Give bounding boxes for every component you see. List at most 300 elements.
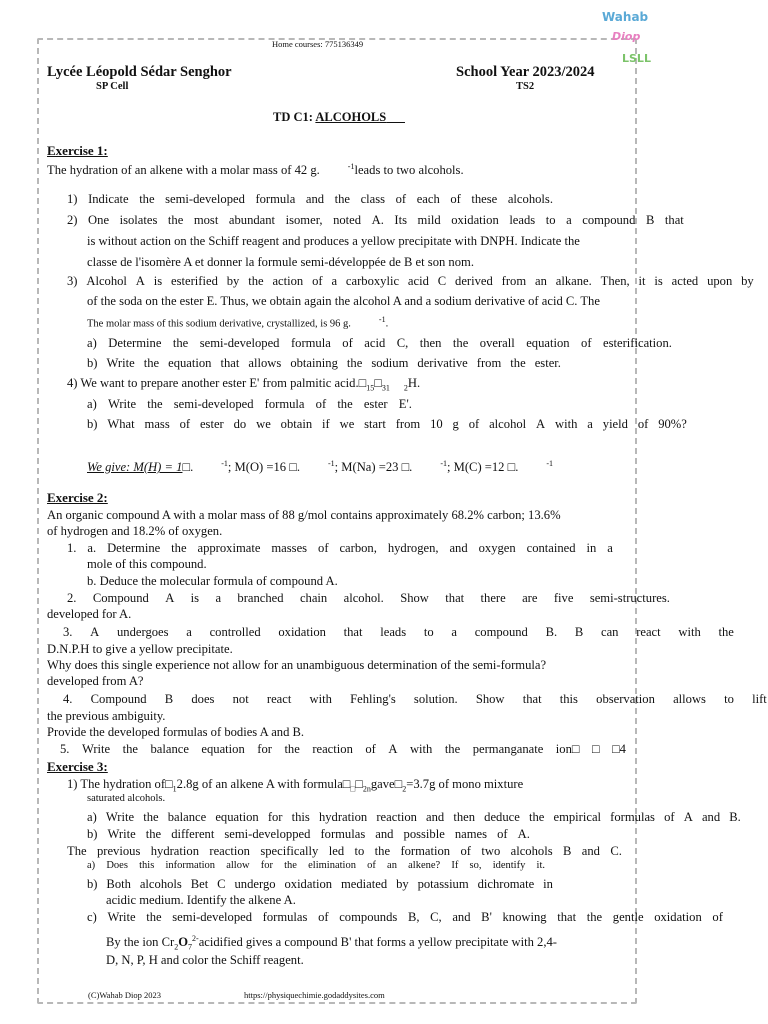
- ex2-line1: An organic compound A with a molar mass of 88 g/mol contains approximately 68.2% carbon; 13.6%: [47, 508, 561, 522]
- word: A: [90, 625, 100, 639]
- ex1-intro: The hydration of an alkene with a molar mass of 42 g. $^{-1}$leads to two alcohols.: [47, 162, 464, 178]
- word: this: [559, 692, 578, 706]
- word: formulas: [610, 810, 655, 824]
- word: hydrogen,: [387, 541, 439, 555]
- word: previous: [96, 844, 141, 858]
- word: alcohols.: [507, 192, 553, 206]
- ex3-q1-line2: saturated alcohols.: [87, 793, 166, 804]
- word: 3.: [63, 625, 73, 639]
- word: from: [476, 356, 502, 370]
- word: possible: [403, 827, 445, 841]
- word: react: [266, 692, 292, 706]
- ex2-q4-line3: Provide the developed formulas of bodies A and B.: [47, 725, 305, 739]
- word: the: [139, 192, 155, 206]
- word: with: [409, 742, 433, 756]
- title-main: ALCOHOLS: [315, 110, 387, 124]
- ex3-pb: [87, 876, 553, 892]
- word: hydration: [318, 810, 368, 824]
- word: of: [312, 274, 323, 288]
- word: a): [87, 860, 96, 871]
- word: not: [232, 692, 249, 706]
- word: different: [171, 827, 215, 841]
- word: Both: [106, 877, 131, 891]
- word: a): [87, 810, 97, 824]
- ex1-q2-line3: classe de l'isomère A et donner la formule semi-développée de B et son nom.: [87, 255, 474, 269]
- word: alkene?: [408, 860, 441, 871]
- word: a): [87, 336, 97, 350]
- word: equation: [215, 810, 259, 824]
- word: c): [87, 910, 97, 924]
- word: in: [586, 541, 597, 555]
- ex1-q3-line1: [67, 273, 754, 289]
- ex1-q2-line1: [67, 212, 684, 228]
- word: that: [220, 356, 240, 370]
- word: then: [419, 336, 442, 350]
- logo-line-3: LSLL: [622, 52, 651, 65]
- word: these: [471, 192, 498, 206]
- word: B': [481, 910, 492, 924]
- word: reaction: [209, 844, 250, 858]
- word: solution.: [413, 692, 458, 706]
- word: do: [233, 417, 247, 431]
- exercise-3-title: Exercise 3:: [47, 759, 108, 774]
- word: acted: [671, 274, 699, 288]
- word: 3): [67, 274, 78, 288]
- ex2-line2: of hydrogen and 18.2% of oxygen.: [47, 524, 223, 538]
- word: hydration: [150, 844, 199, 858]
- title-prefix: TD C1:: [273, 110, 313, 124]
- word: Indicate: [88, 192, 129, 206]
- word: the: [284, 742, 300, 756]
- word: we: [339, 417, 355, 431]
- word: A: [388, 742, 398, 756]
- word: the: [444, 742, 461, 756]
- word: observation: [596, 692, 655, 706]
- word: of: [664, 810, 675, 824]
- word: the: [145, 827, 162, 841]
- word: upon: [707, 274, 733, 288]
- ex1-given: We give: M(H) = 1□. $^{-1}$; M(O) =16 □. $^{-1}$; M(Na) =23 □. $^{-1}$; M(C) =12 □. $^{-1}$: [87, 459, 554, 475]
- word: the: [510, 356, 526, 370]
- word: A: [683, 810, 693, 824]
- word: the: [167, 213, 184, 227]
- word: identify: [492, 860, 526, 871]
- ex2-q3-line3: Why does this single experience not allow for an unambiguous determination of the semi-formula?: [47, 658, 547, 672]
- word: A.: [517, 827, 530, 841]
- word: to: [724, 692, 734, 706]
- word: overall: [479, 336, 515, 350]
- word: C: [217, 877, 226, 891]
- ex2-q2-line2: developed for A.: [47, 607, 132, 621]
- word: a: [587, 417, 593, 431]
- word: yield: [602, 417, 628, 431]
- word: an: [387, 860, 397, 871]
- word: and: [452, 910, 471, 924]
- word: formulas: [320, 827, 366, 841]
- word: 5.: [60, 742, 70, 756]
- word: with: [555, 417, 578, 431]
- word: Then,: [600, 274, 630, 288]
- word: Does: [106, 860, 128, 871]
- word: we: [256, 417, 271, 431]
- word: chain: [299, 591, 328, 605]
- exercise-1-title: Exercise 1:: [47, 143, 108, 158]
- word: permanganate: [472, 742, 544, 756]
- word: 1.: [67, 541, 77, 555]
- word: two: [481, 844, 501, 858]
- word: a: [566, 213, 572, 227]
- word: of: [179, 417, 191, 431]
- word: controlled: [209, 625, 261, 639]
- word: to: [423, 625, 434, 639]
- word: so,: [469, 860, 482, 871]
- ex1-q1: [67, 191, 553, 207]
- exercise-2-title: Exercise 2:: [47, 490, 108, 505]
- word: and: [581, 844, 600, 858]
- word: semi-developed: [173, 397, 254, 411]
- ex3-q1: 1) The hydration $of□_12.8g$ of an alkene A with $formula□_□□_{2n}gave□_2=3.7g$ of mono mixture: [67, 777, 524, 794]
- footer-url[interactable]: https://physiquechimie.godaddysites.com: [244, 990, 385, 1000]
- word: from: [501, 274, 527, 288]
- word: a: [331, 274, 338, 288]
- word: the: [374, 844, 391, 858]
- word: that: [557, 910, 577, 924]
- word: balance: [150, 742, 189, 756]
- word: empirical: [553, 810, 602, 824]
- word: the: [346, 356, 363, 370]
- word: of: [318, 910, 329, 924]
- word: knowing: [502, 910, 547, 924]
- word: for: [267, 810, 283, 824]
- word: of: [712, 910, 723, 924]
- word: obtaining: [290, 356, 338, 370]
- word: of: [497, 827, 508, 841]
- ex3-q1b: [87, 826, 530, 842]
- word: a.: [87, 541, 97, 555]
- word: obtain: [280, 417, 313, 431]
- school-year: School Year 2023/2024: [456, 64, 595, 80]
- word: compounds: [339, 910, 398, 924]
- word: g: [452, 417, 459, 431]
- word: leads: [380, 625, 407, 639]
- word: potassium: [417, 877, 469, 891]
- word: 10: [430, 417, 443, 431]
- word: semi-structures.: [589, 591, 670, 605]
- word: Write: [81, 742, 111, 756]
- word: with: [309, 692, 332, 706]
- word: gentle: [612, 910, 644, 924]
- word: Compound: [90, 692, 147, 706]
- word: each: [416, 192, 440, 206]
- word: A: [135, 274, 145, 288]
- word: alcohol: [489, 417, 527, 431]
- word: formation: [400, 844, 451, 858]
- word: semi-developed: [165, 192, 245, 206]
- word: b): [87, 417, 98, 431]
- author-logo: [596, 8, 668, 70]
- ex1-q3-line2: of the soda on the ester E. Thus, we obtain again the alcohol A and a sodium derivative of acid C. The: [87, 294, 600, 308]
- word: 1): [67, 192, 78, 206]
- ex1-q4b: [87, 416, 687, 432]
- word: specifically: [260, 844, 319, 858]
- ex3-q1a: [87, 809, 741, 825]
- word: a): [87, 397, 97, 411]
- word: the: [248, 274, 264, 288]
- word: by: [226, 274, 240, 288]
- word: of: [318, 541, 329, 555]
- word: ion□: [555, 742, 580, 756]
- word: C.: [610, 844, 622, 858]
- word: A: [165, 591, 175, 605]
- word: undergoes: [117, 625, 169, 639]
- word: can: [600, 625, 619, 639]
- word: allows: [248, 356, 282, 370]
- word: and: [305, 192, 325, 206]
- word: and: [375, 827, 394, 841]
- word: allows: [673, 692, 706, 706]
- word: B.: [545, 625, 558, 639]
- word: formulas: [262, 910, 308, 924]
- word: five: [553, 591, 574, 605]
- word: 2): [67, 213, 78, 227]
- word: B.: [729, 810, 741, 824]
- word: 4.: [63, 692, 73, 706]
- word: B: [645, 213, 655, 227]
- word: for: [257, 742, 272, 756]
- word: is: [190, 591, 200, 605]
- word: of: [581, 336, 592, 350]
- word: Show: [475, 692, 505, 706]
- word: ester.: [534, 356, 561, 370]
- word: carboxylic: [345, 274, 400, 288]
- word: of: [460, 844, 471, 858]
- word: alcohols: [139, 877, 182, 891]
- footer-copyright: (C)Wahab Diop 2023: [88, 990, 161, 1000]
- word: does: [191, 692, 215, 706]
- word: reaction: [376, 810, 417, 824]
- ex1-q3a: [87, 335, 672, 351]
- word: the: [146, 910, 162, 924]
- word: equation: [201, 742, 245, 756]
- word: of: [365, 742, 376, 756]
- ex2-q4-line2: the previous ambiguity.: [47, 709, 166, 723]
- word: leads: [509, 213, 536, 227]
- ex3-pc-line2: By the ion $Cr_2O_7^{2-}acidified$ gives a compound B' that forms a yellow precipitate with 2,4-: [106, 934, 557, 952]
- word: Determine: [107, 541, 161, 555]
- word: react: [636, 625, 661, 639]
- word: of: [637, 417, 649, 431]
- word: Write: [105, 810, 135, 824]
- ex2-q1b: b. Deduce the molecular formula of compound A.: [87, 574, 338, 588]
- school-name: Lycée Léopold Sédar Senghor: [47, 64, 232, 80]
- word: Bet: [190, 877, 209, 891]
- word: action: [272, 274, 304, 288]
- word: class: [360, 192, 386, 206]
- ex2-q5: [60, 741, 626, 757]
- word: and: [701, 810, 721, 824]
- ex2-q3-line4: developed from A?: [47, 674, 144, 688]
- word: and: [449, 541, 468, 555]
- word: most: [193, 213, 219, 227]
- word: elimination: [308, 860, 356, 871]
- word: compound: [582, 213, 636, 227]
- word: equation: [526, 336, 570, 350]
- word: alcohol.: [343, 591, 384, 605]
- word: semi-developed: [199, 336, 280, 350]
- word: B: [164, 692, 174, 706]
- word: the: [452, 336, 469, 350]
- word: Write: [107, 397, 137, 411]
- word: masses: [271, 541, 308, 555]
- ex2-q4: [63, 691, 767, 707]
- word: with: [678, 625, 701, 639]
- word: if: [322, 417, 330, 431]
- ex3-pb-line2: acidic medium. Identify the alkene A.: [106, 893, 296, 907]
- word: Show: [400, 591, 429, 605]
- word: this: [291, 810, 310, 824]
- word: lift: [752, 692, 767, 706]
- word: is: [654, 274, 663, 288]
- word: are: [522, 591, 538, 605]
- word: If: [451, 860, 459, 871]
- word: Its: [394, 213, 407, 227]
- word: this: [139, 860, 155, 871]
- word: is: [153, 274, 163, 288]
- word: the: [147, 397, 163, 411]
- ex3-pa: [87, 860, 545, 871]
- word: carbon,: [339, 541, 377, 555]
- word: alcohols: [510, 844, 553, 858]
- ex3-paragraph: [67, 843, 622, 859]
- word: the: [334, 192, 351, 206]
- word: ester: [363, 397, 388, 411]
- word: a: [451, 625, 457, 639]
- word: a: [607, 541, 613, 555]
- word: an: [535, 274, 547, 288]
- word: acid: [407, 274, 429, 288]
- word: oxidation: [451, 213, 499, 227]
- word: equation: [168, 356, 212, 370]
- word: the: [718, 625, 734, 639]
- ex1-q3-line3: The molar mass of this sodium derivative, crystallized, is 96 g. $^{-1}$.: [87, 315, 389, 330]
- word: Alcohol: [86, 274, 127, 288]
- word: C: [437, 274, 447, 288]
- ex3-pc-line3: D, N, P, H and color the Schiff reagent.: [106, 953, 304, 967]
- ex1-q2-line2: is without action on the Schiff reagent and produces a yellow precipitate with DNPH. Indicate the: [87, 234, 580, 248]
- logo-line-2: Diop: [612, 30, 641, 43]
- word: the: [171, 541, 187, 555]
- word: B,: [407, 910, 420, 924]
- word: semi-developed: [172, 910, 253, 924]
- word: undergo: [234, 877, 276, 891]
- word: the: [528, 810, 545, 824]
- word: that: [343, 625, 363, 639]
- ex1-q3b: [87, 355, 561, 371]
- word: oxidation: [278, 625, 326, 639]
- word: led: [328, 844, 345, 858]
- word: C,: [396, 336, 409, 350]
- word: Write: [107, 827, 136, 841]
- word: from: [395, 417, 421, 431]
- word: oxidation: [284, 877, 333, 891]
- word: sodium: [371, 356, 409, 370]
- word: mild: [417, 213, 441, 227]
- word: B: [562, 844, 572, 858]
- word: oxidation: [654, 910, 702, 924]
- word: of: [468, 417, 480, 431]
- word: and: [426, 810, 445, 824]
- word: What: [107, 417, 135, 431]
- word: it: [638, 274, 646, 288]
- word: the: [172, 336, 189, 350]
- class-name: TS2: [516, 81, 535, 92]
- word: Compound: [92, 591, 149, 605]
- word: C,: [430, 910, 442, 924]
- word: mass: [144, 417, 170, 431]
- word: E'.: [398, 397, 412, 411]
- ex2-q3: [63, 624, 734, 640]
- word: that: [445, 591, 465, 605]
- word: by: [741, 274, 754, 288]
- word: for: [260, 860, 273, 871]
- word: that: [522, 692, 542, 706]
- word: names: [454, 827, 488, 841]
- logo-line-1: Wahab: [602, 10, 649, 24]
- word: derivative: [417, 356, 468, 370]
- word: allow: [226, 860, 250, 871]
- ex3-pc: [87, 909, 723, 925]
- word: acid: [364, 336, 386, 350]
- word: Fehling's: [350, 692, 396, 706]
- word: 90%?: [658, 417, 687, 431]
- word: of: [315, 397, 327, 411]
- word: 2.: [67, 591, 77, 605]
- word: dichromate: [477, 877, 535, 891]
- home-courses: Home courses: 775136349: [272, 39, 364, 49]
- word: b): [87, 356, 98, 370]
- word: deduce: [484, 810, 520, 824]
- word: of: [395, 192, 407, 206]
- word: there: [480, 591, 506, 605]
- word: alkane.: [555, 274, 592, 288]
- word: then: [453, 810, 476, 824]
- word: The: [67, 844, 87, 858]
- word: formula: [264, 397, 305, 411]
- word: a: [186, 625, 192, 639]
- word: compound: [474, 625, 528, 639]
- word: to: [545, 213, 556, 227]
- word: approximate: [197, 541, 261, 555]
- word: b): [87, 827, 98, 841]
- word: □: [591, 742, 600, 756]
- word: the: [143, 810, 159, 824]
- word: the: [586, 910, 603, 924]
- word: that: [664, 213, 684, 227]
- ex2-q1a-line2: mole of this compound.: [87, 557, 207, 571]
- word: formula: [255, 192, 296, 206]
- word: semi-developped: [224, 827, 311, 841]
- word: oxygen: [478, 541, 516, 555]
- word: the: [143, 356, 160, 370]
- word: A.: [371, 213, 384, 227]
- word: in: [543, 877, 553, 891]
- word: B: [574, 625, 584, 639]
- word: ester: [199, 417, 224, 431]
- word: abundant: [228, 213, 276, 227]
- word: of: [367, 860, 376, 871]
- word: □4: [612, 742, 626, 756]
- word: noted: [333, 213, 362, 227]
